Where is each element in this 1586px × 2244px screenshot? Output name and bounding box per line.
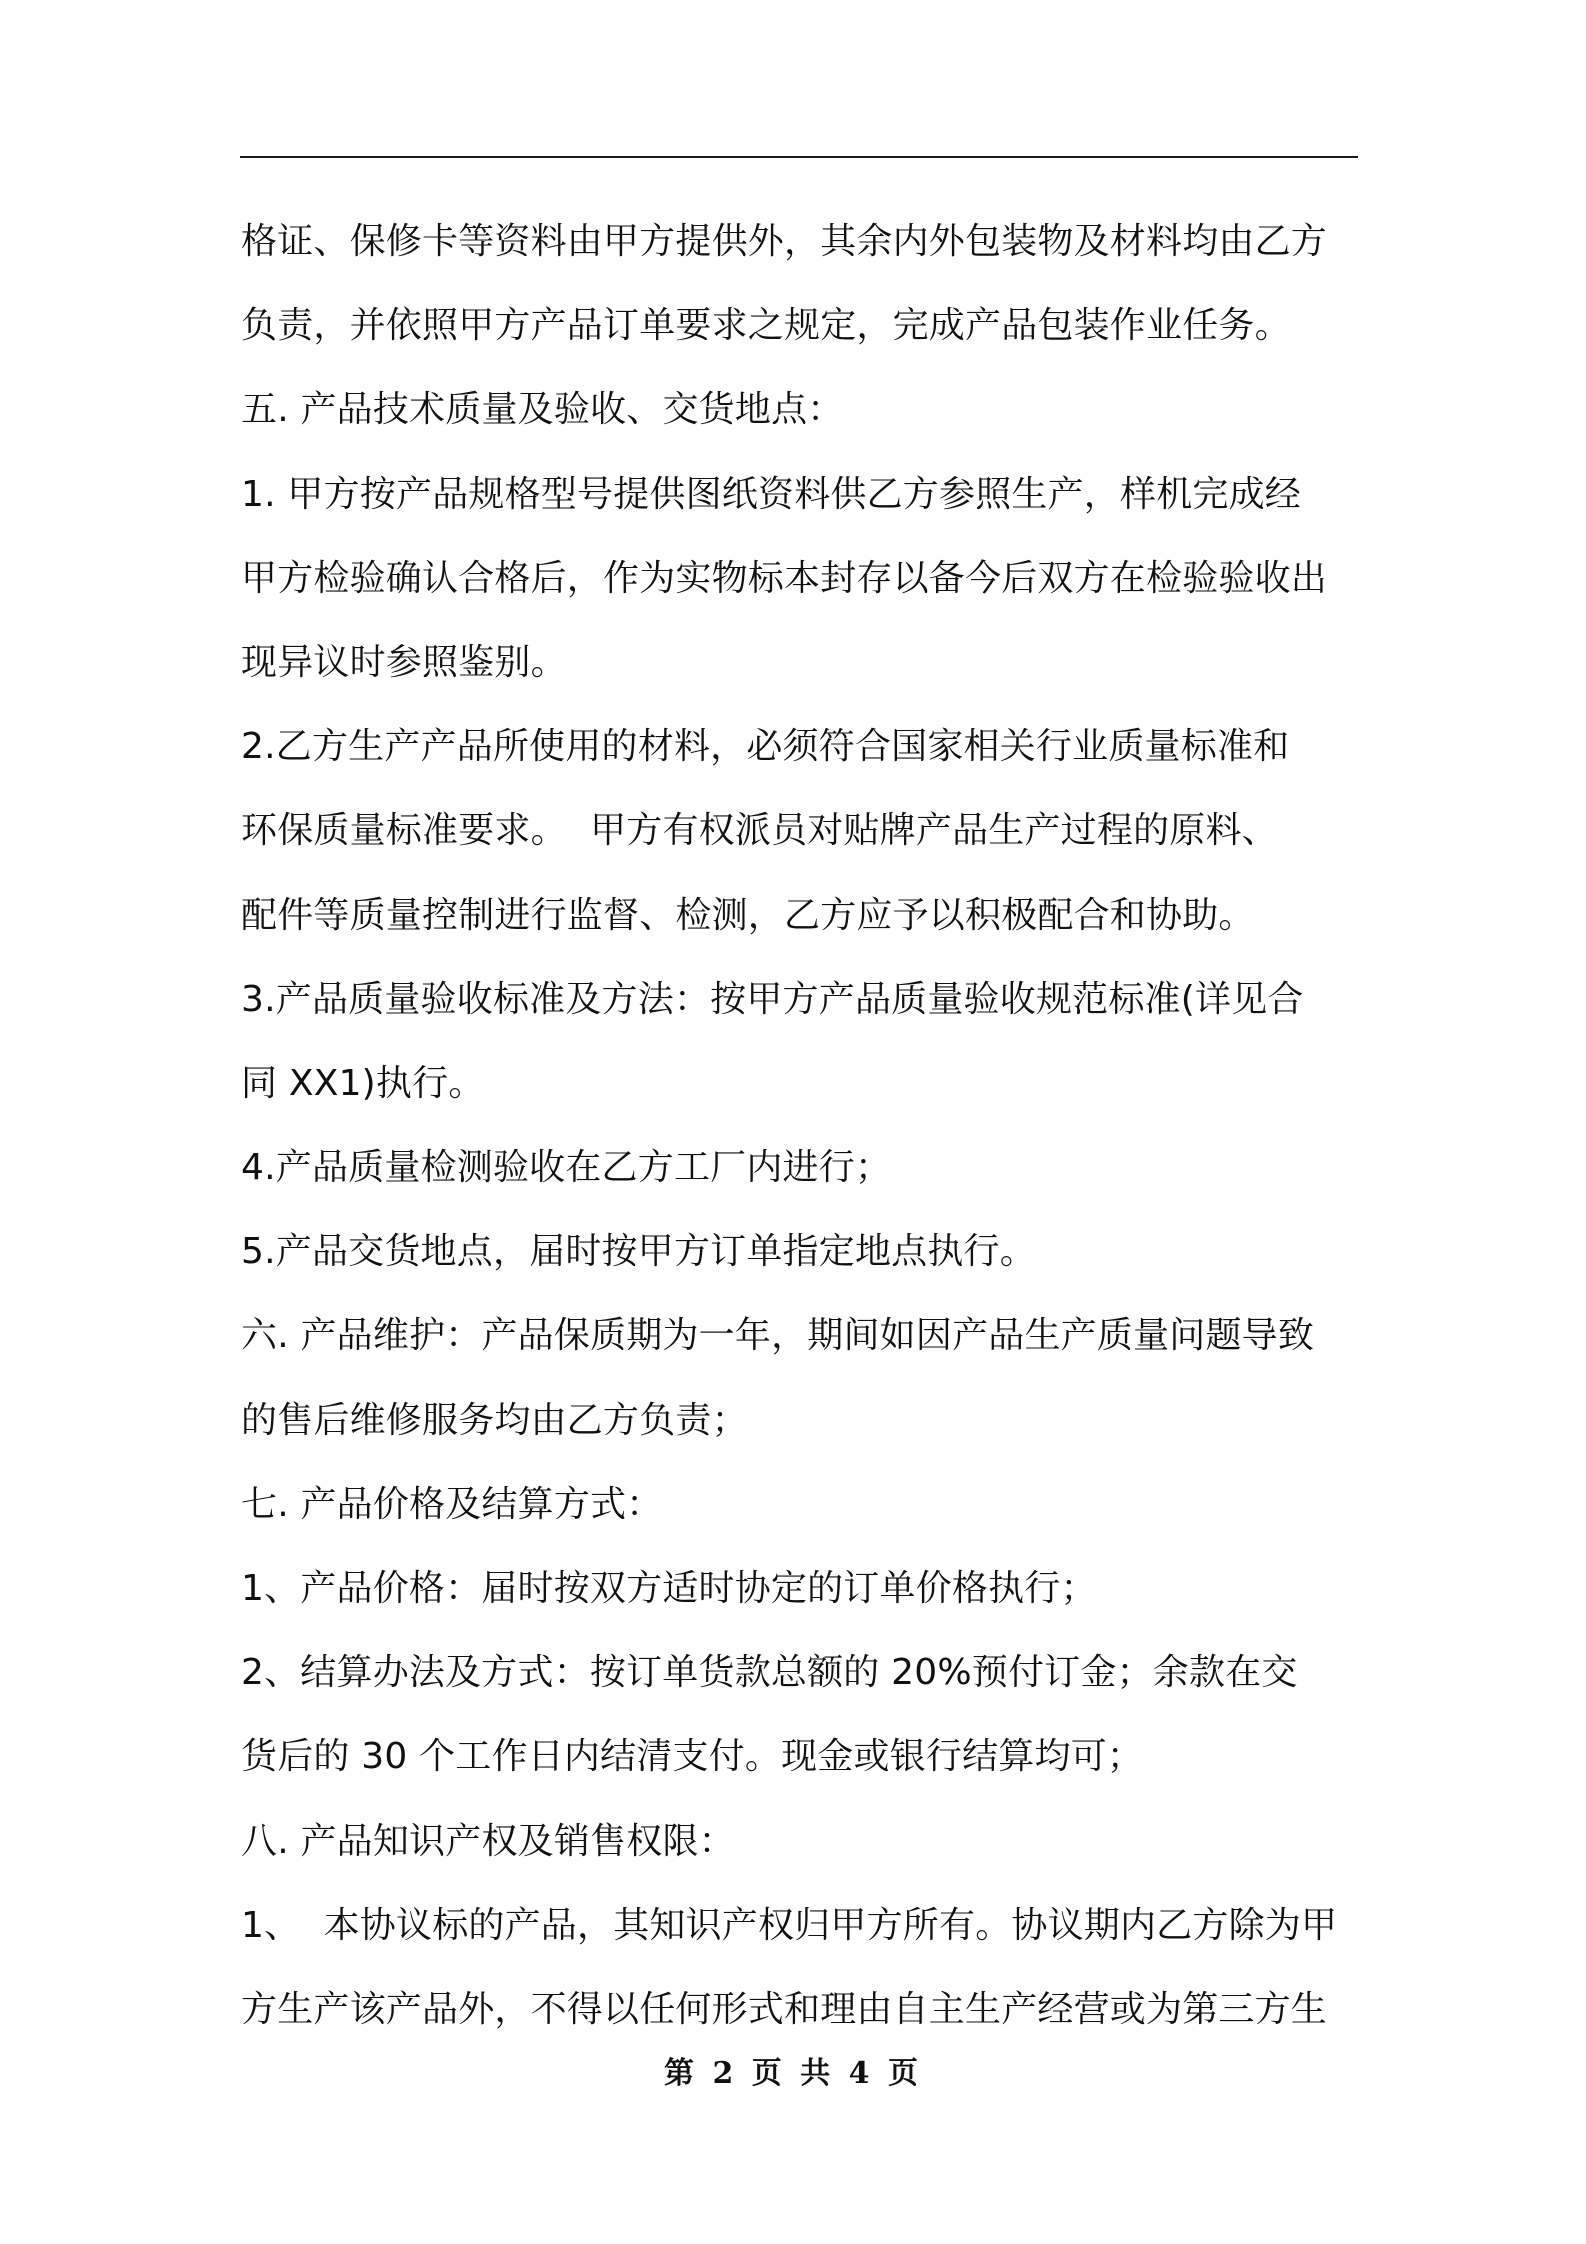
text-line: 3.产品质量验收标准及方法：按甲方产品质量验收规范标准(详见合	[241, 978, 1304, 1020]
document-body	[241, 200, 1361, 2052]
page-number: 第 2 页 共 4 页	[664, 2056, 922, 2091]
text-line: 1. 甲方按产品规格型号提供图纸资料供乙方参照生产，样机完成经	[241, 473, 1301, 515]
text-line: 1、产品价格：届时按双方适时协定的订单价格执行；	[241, 1568, 1097, 1609]
section-heading: 五. 产品技术质量及验收、交货地点：	[241, 389, 844, 431]
text-line: 环保质量标准要求。 甲方有权派员对贴牌产品生产过程的原料、	[241, 810, 1278, 852]
text-line: 方生产该产品外，不得以任何形式和理由自主生产经营或为第三方生	[241, 1988, 1328, 2030]
text-line: 货后的 30 个工作日内结清支付。现金或银行结算均可；	[241, 1736, 1144, 1778]
text-line: 现异议时参照鉴别。	[241, 641, 567, 683]
text-line: 格证、保修卡等资料由甲方提供外，其余内外包装物及材料均由乙方	[241, 221, 1328, 262]
text-line: 5.产品交货地点，届时按甲方订单指定地点执行。	[241, 1231, 1036, 1273]
text-line: 同 XX1)执行。	[241, 1062, 485, 1104]
text-line: 甲方检验确认合格后，作为实物标本封存以备今后双方在检验验收出	[241, 557, 1328, 599]
text-line: 1、 本协议标的产品，其知识产权归甲方所有。协议期内乙方除为甲	[241, 1904, 1338, 1946]
section-heading: 六. 产品维护：产品保质期为一年，期间如因产品生产质量问题导致	[241, 1315, 1315, 1357]
text-line: 4.产品质量检测验收在乙方工厂内进行；	[241, 1147, 892, 1189]
section-heading: 八. 产品知识产权及销售权限：	[241, 1820, 735, 1862]
text-line: 2.乙方生产产品所使用的材料，必须符合国家相关行业质量标准和	[241, 726, 1290, 768]
header-divider	[240, 156, 1358, 158]
text-line: 负责，并依照甲方产品订单要求之规定，完成产品包装作业任务。	[241, 305, 1291, 347]
section-heading: 七. 产品价格及结算方式：	[241, 1483, 663, 1525]
text-line: 的售后维修服务均由乙方负责；	[241, 1399, 748, 1441]
text-line: 配件等质量控制进行监督、检测，乙方应予以积极配合和协助。	[241, 894, 1255, 936]
text-line: 2、结算办法及方式：按订单货款总额的 20%预付订金；余款在交	[241, 1652, 1298, 1694]
